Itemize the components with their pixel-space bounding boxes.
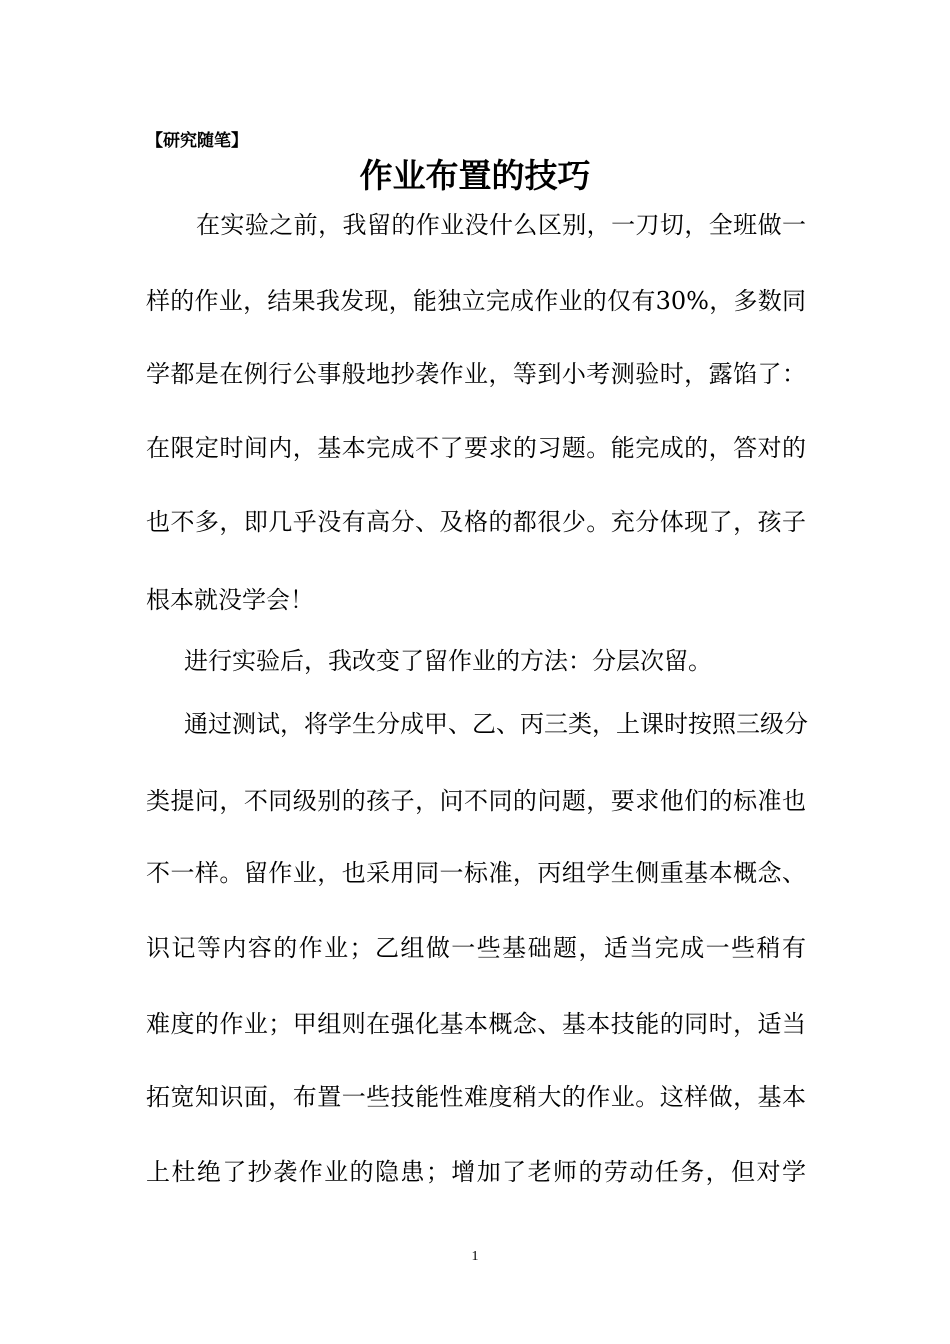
- page-title: 作业布置的技巧: [359, 156, 591, 195]
- paragraph-line: 不一样。留作业，也采用同一标准，丙组学生侧重基本概念、: [146, 859, 806, 887]
- paragraph-line: 上杜绝了抄袭作业的隐患；增加了老师的劳动任务，但对学: [146, 1158, 806, 1186]
- paragraph-line: 样的作业，结果我发现，能独立完成作业的仅有30%，多数同: [146, 287, 806, 315]
- paragraph-line: 识记等内容的作业；乙组做一些基础题，适当完成一些稍有: [146, 934, 806, 962]
- section-tag: 【研究随笔】: [146, 131, 248, 151]
- page-number: 1: [471, 1249, 479, 1264]
- paragraph-line: 类提问，不同级别的孩子，问不同的问题，要求他们的标准也: [146, 787, 806, 815]
- paragraph-line: 进行实验后，我改变了留作业的方法：分层次留。: [184, 647, 712, 675]
- paragraph-line: 根本就没学会！: [146, 586, 314, 614]
- paragraph-line: 在限定时间内，基本完成不了要求的习题。能完成的，答对的: [146, 434, 806, 462]
- paragraph-line: 难度的作业；甲组则在强化基本概念、基本技能的同时，适当: [146, 1010, 806, 1038]
- paragraph-line: 通过测试，将学生分成甲、乙、丙三类，上课时按照三级分: [184, 710, 808, 738]
- paragraph-line: 学都是在例行公事般地抄袭作业，等到小考测验时，露馅了：: [146, 360, 806, 388]
- paragraph-line: 拓宽知识面，布置一些技能性难度稍大的作业。这样做，基本: [146, 1083, 806, 1111]
- paragraph-line: 在实验之前，我留的作业没什么区别，一刀切，全班做一: [196, 211, 806, 239]
- paragraph-line: 也不多，即几乎没有高分、及格的都很少。充分体现了，孩子: [146, 508, 806, 536]
